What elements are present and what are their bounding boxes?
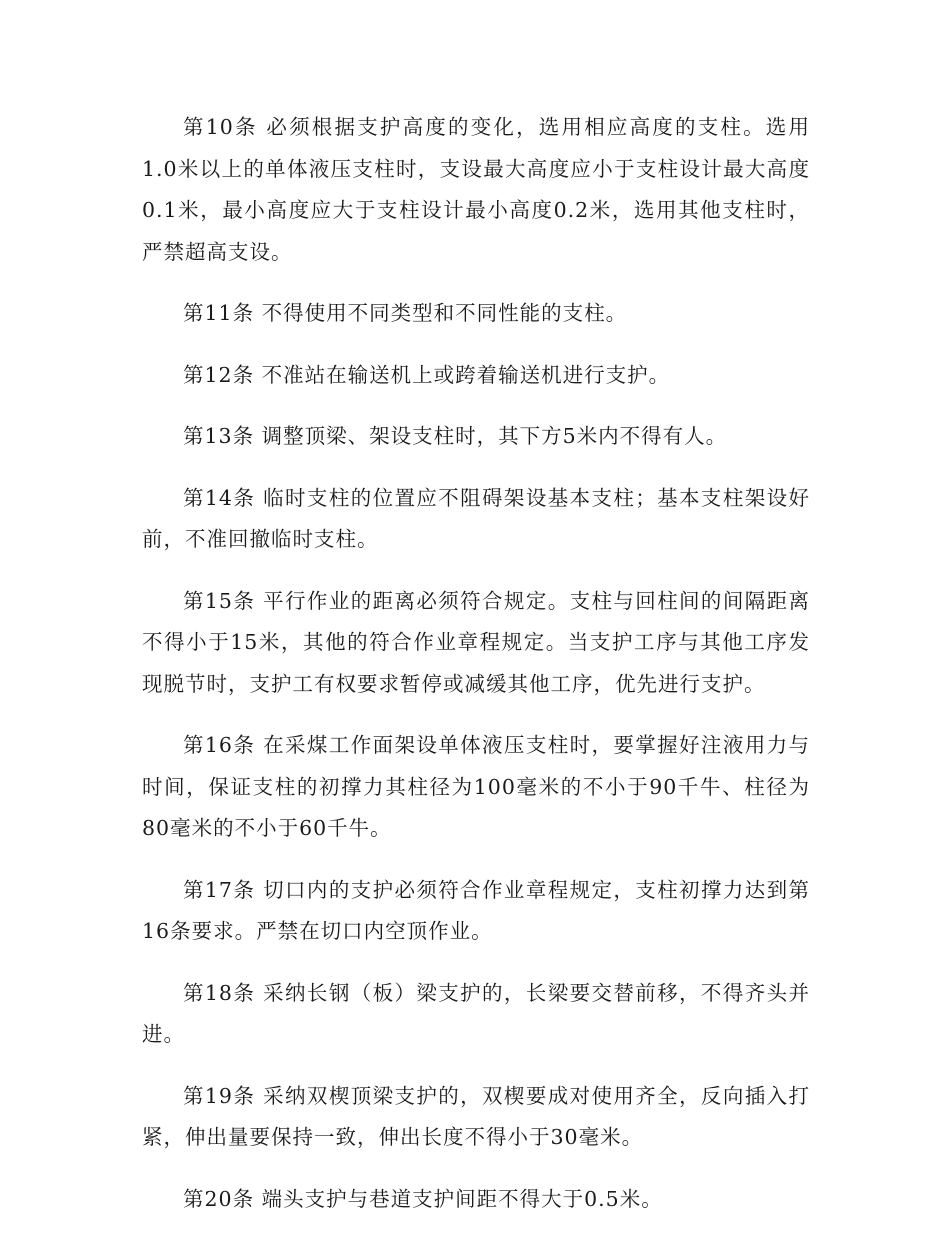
article-13-paragraph: 第13条 调整顶梁、架设支柱时，其下方5米内不得有人。 [183,424,728,448]
document-body [142,107,810,1240]
article-18-paragraph: 第18条 采纳长钢（板）梁支护的，长梁要交替前移，不得齐头并进。 [142,980,810,1046]
article-14-paragraph: 第14条 临时支柱的位置应不阻碍架设基本支柱；基本支柱架设好前，不准回撤临时支柱。 [142,485,810,551]
article-17-paragraph: 第17条 切口内的支护必须符合作业章程规定，支柱初撑力达到第16条要求。严禁在切口内空顶作业。 [142,877,810,943]
article-12-paragraph: 第12条 不准站在输送机上或跨着输送机进行支护。 [183,362,671,387]
article-20-paragraph: 第20条 端头支护与巷道支护间距不得大于0.5米。 [183,1186,663,1211]
article-11-paragraph: 第11条 不得使用不同类型和不同性能的支柱。 [183,301,628,325]
article-10-paragraph: 第10条 必须根据支护高度的变化，选用相应高度的支柱。选用1.0米以上的单体液压支柱时，支设最大高度应小于支柱设计最大高度0.1米，最小高度应大于支柱设计最小高度0.2米，选用其他支柱时，严禁超高支设。 [142,115,810,264]
article-19-paragraph: 第19条 采纳双楔顶梁支护的，双楔要成对使用齐全，反向插入打紧，伸出量要保持一致，伸出长度不得小于30毫米。 [142,1083,810,1149]
article-16-paragraph: 第16条 在采煤工作面架设单体液压支柱时，要掌握好注液用力与时间，保证支柱的初撑力其柱径为100毫米的不小于90千牛、柱径为80毫米的不小于60千牛。 [142,733,810,840]
article-15-paragraph: 第15条 平行作业的距离必须符合规定。支柱与回柱间的间隔距离不得小于15米，其他的符合作业章程规定。当支护工序与其他工序发现脱节时，支护工有权要求暂停或减缓其他工序，优先进行支护。 [142,588,810,696]
